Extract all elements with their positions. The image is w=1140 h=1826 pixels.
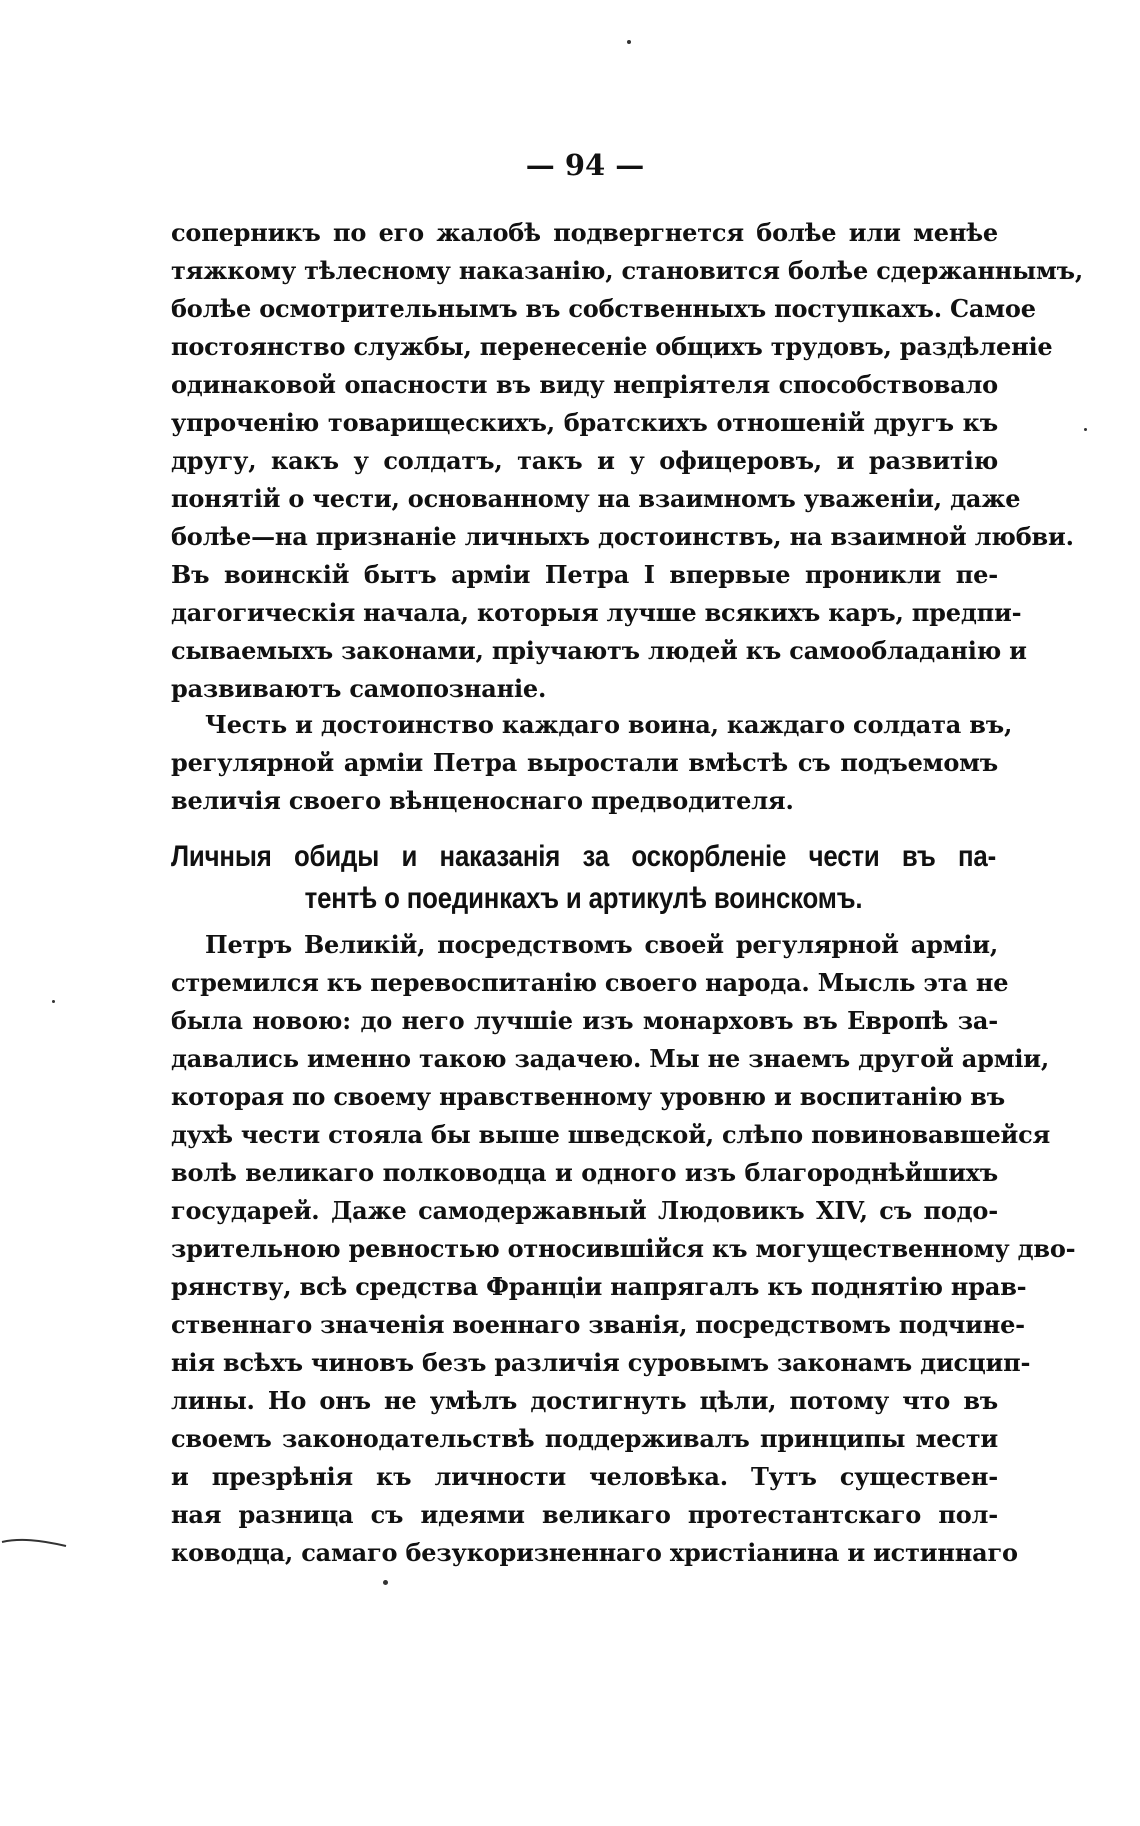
text-line: духѣ чести стояла бы выше шведской, слѣпо повиновавшейся	[171, 1120, 1051, 1149]
text-line: волѣ великаго полководца и одного изъ благороднѣйшихъ	[171, 1158, 998, 1187]
heading-line: Личныя обиды и наказанія за оскорбленіе чести въ па-	[171, 840, 997, 873]
text-line: государей. Даже самодержавный Людовикъ XIV, съ подо-	[171, 1196, 998, 1225]
text-line: Въ воинскій бытъ арміи Петра I впервые проникли пе-	[171, 560, 998, 589]
heading-line: тентѣ о поединкахъ и артикулѣ воинскомъ.	[304, 882, 863, 915]
text-line: и презрѣнія къ личности человѣка. Тутъ существен-	[171, 1462, 998, 1491]
text-line: болѣе осмотрительнымъ въ собственныхъ поступкахъ. Самое	[171, 294, 1036, 323]
text-line: давались именно такою задачею. Мы не знаемъ другой арміи,	[171, 1044, 1050, 1073]
text-line: тяжкому тѣлесному наказанію, становится болѣе сдержаннымъ,	[171, 256, 1084, 285]
section-heading	[171, 836, 998, 920]
page-number: — 94 —	[525, 148, 645, 182]
paragraph-1	[171, 214, 1084, 708]
text-line: ственнаго значенія военнаго званія, посредствомъ подчине-	[171, 1310, 1025, 1339]
text-line: рянству, всѣ средства Франціи напрягалъ къ поднятію нрав-	[171, 1272, 1027, 1301]
text-line: ководца, самаго безукоризненнаго христіанина и истиннаго	[171, 1538, 1018, 1567]
text-line: ная разница съ идеями великаго протестантскаго пол-	[171, 1500, 998, 1529]
text-line: зрительною ревностью относившійся къ могущественному дво-	[171, 1234, 1076, 1263]
text-line: другу, какъ у солдатъ, такъ и у офицеровъ, и развитію	[171, 446, 998, 475]
text-line: своемъ законодательствѣ поддерживалъ принципы мести	[171, 1424, 998, 1453]
text-line: была новою: до него лучшіе изъ монарховъ въ Европѣ за-	[171, 1006, 998, 1035]
text-line: дагогическія начала, которыя лучше всякихъ каръ, предпи-	[171, 598, 1022, 627]
text-line: нія всѣхъ чиновъ безъ различія суровымъ законамъ дисцип-	[171, 1348, 1031, 1377]
scan-speck	[1084, 428, 1087, 431]
paragraph-3	[171, 926, 1076, 1572]
text-line: регулярной арміи Петра выростали вмѣстѣ съ подъемомъ	[171, 748, 998, 777]
text-line: болѣе—на признаніе личныхъ достоинствъ, на взаимной любви.	[171, 522, 1074, 551]
text-line: соперникъ по его жалобѣ подвергнется болѣе или менѣе	[171, 218, 998, 247]
scan-speck	[627, 40, 631, 44]
scan-speck	[383, 1580, 388, 1585]
text-line: Честь и достоинство каждаго воина, каждаго солдата въ,	[205, 710, 1013, 739]
text-line: упроченію товарищескихъ, братскихъ отношеній другъ къ	[171, 408, 998, 437]
text-line: лины. Но онъ не умѣлъ достигнуть цѣли, потому что въ	[171, 1386, 998, 1415]
text-line: которая по своему нравственному уровню и воспитанію въ	[171, 1082, 1005, 1111]
text-line: сываемыхъ законами, пріучаютъ людей къ самообладанію и	[171, 636, 1027, 665]
scan-speck	[52, 1000, 55, 1003]
paragraph-2	[171, 706, 1013, 820]
text-line: развиваютъ самопознаніе.	[171, 674, 547, 703]
scan-mark	[0, 1532, 70, 1552]
text-line: величія своего вѣнценоснаго предводителя.	[171, 786, 794, 815]
text-line: Петръ Великій, посредствомъ своей регулярной арміи,	[205, 930, 998, 959]
text-line: постоянство службы, перенесеніе общихъ трудовъ, раздѣленіе	[171, 332, 1053, 361]
text-line: стремился къ перевоспитанію своего народа. Мысль эта не	[171, 968, 1009, 997]
text-line: одинаковой опасности въ виду непріятеля способствовало	[171, 370, 998, 399]
text-line: понятій о чести, основанному на взаимномъ уваженіи, даже	[171, 484, 1021, 513]
